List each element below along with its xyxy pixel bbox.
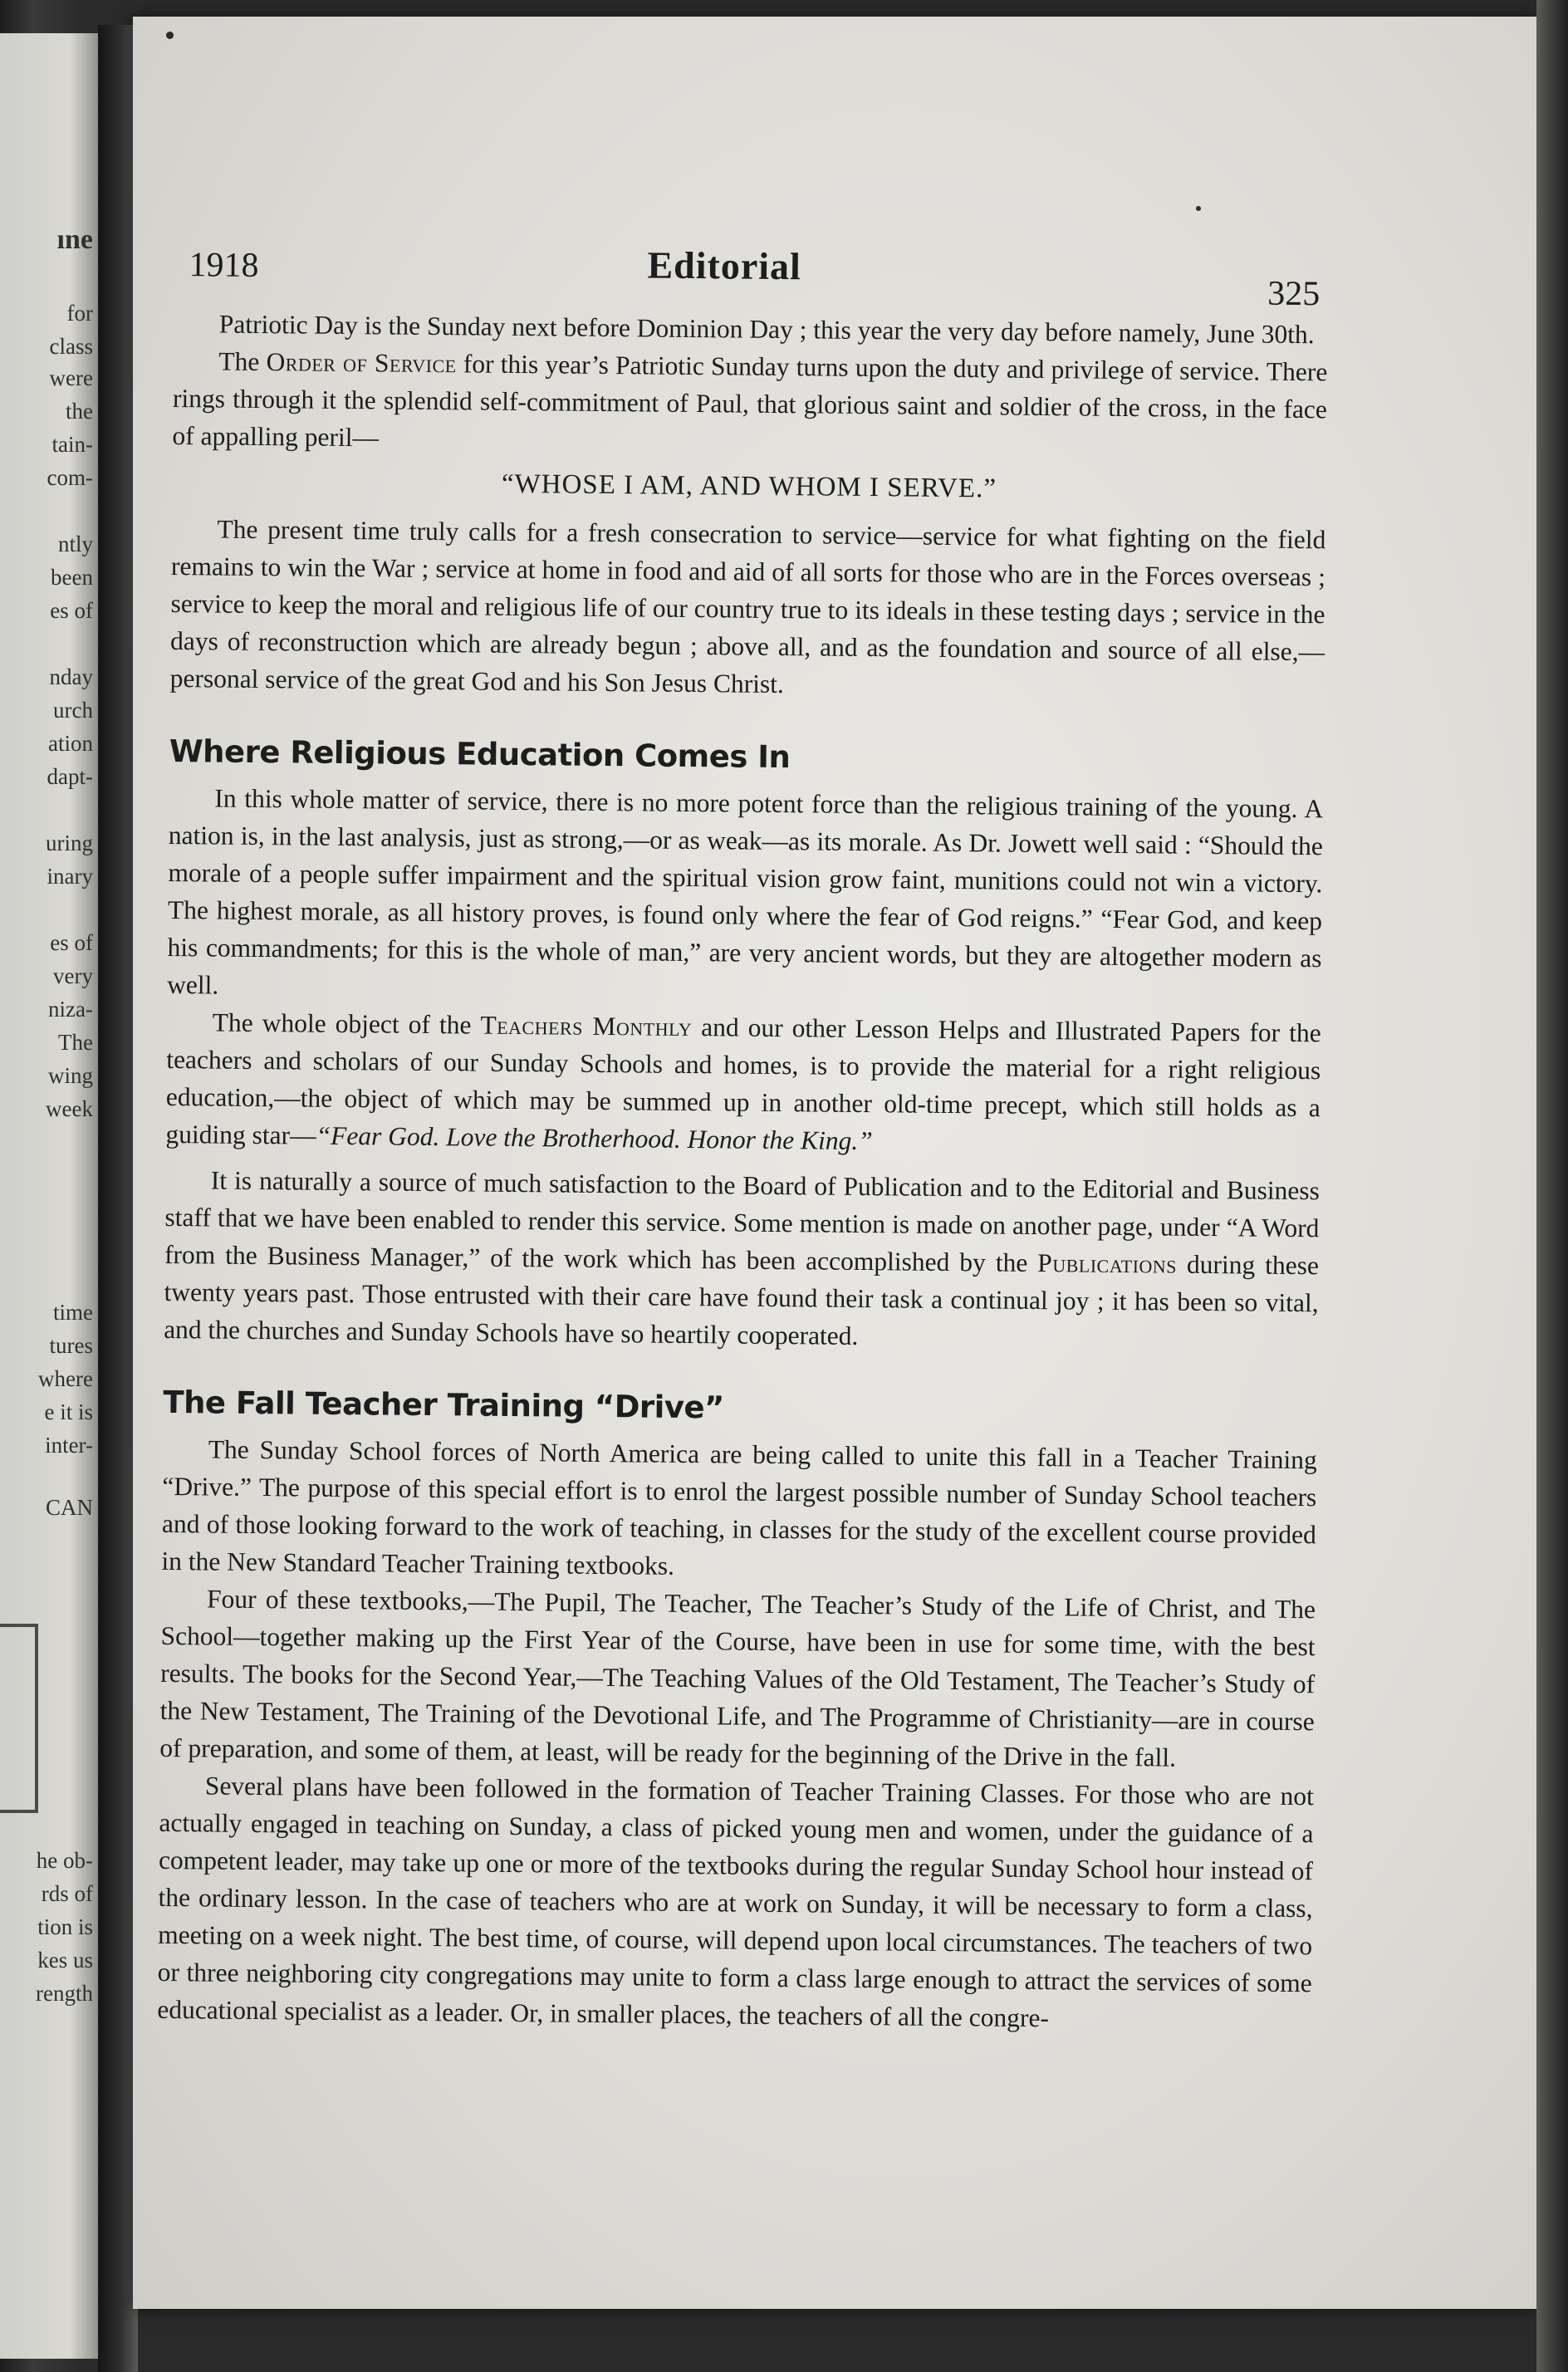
facing-page-word-fragment: tain-: [51, 432, 93, 457]
facing-page-word-fragment: he ob-: [36, 1848, 93, 1873]
running-head-title: Editorial: [647, 243, 802, 288]
section1-p3-before: It is naturally a source of much satisfaction to the Board of Publication and to the Editorial and Business staff that we have been enabled to render this service. Some mention is made on another page, under “A Word from the Business Manager,” of the work which has been accomplished by the: [164, 1165, 1321, 1278]
section1-p2-middle: and our other Lesson Helps and Illustrated Papers for the teachers and scholars of our Sunday Schools and homes, is to provide the material for a right religious education,—the object of which may be summed up in another old-time precept, which still holds as a guiding star—: [165, 1012, 1321, 1150]
facing-page-word-fragment: were: [49, 365, 93, 390]
section2-paragraph-1: The Sunday School forces of North America are being called to unite this fall in a Teacher Training “Drive.” The purpose of this special effort is to enrol the largest possible number of Sunday School teachers and of those looking forward to the work of teaching, in classes for the study of the excellent course provided in the New Standard Teacher Training textbooks.: [161, 1434, 1317, 1581]
facing-page-word-fragment: uring: [46, 831, 93, 855]
facing-page-word-fragment: rength: [36, 1981, 93, 2006]
facing-page-word-fragment: es of: [50, 930, 93, 955]
facing-page-word-fragment: wing: [48, 1063, 93, 1088]
facing-page-word-fragment: e it is: [44, 1399, 93, 1424]
facing-page-word-fragment: dapt-: [47, 764, 93, 789]
facing-page-word-fragment: for: [66, 301, 93, 326]
page-content: [157, 220, 1329, 2039]
facing-page-word-fragment: CAN: [45, 1495, 93, 1520]
book-gutter: [98, 25, 138, 2372]
facing-page-box-border: [0, 1624, 38, 1813]
guiding-star-quote: “Fear God. Love the Brotherhood. Honor the King.”: [316, 1120, 873, 1156]
facing-page-word-fragment: very: [53, 963, 93, 988]
intro-paragraph-1: Patriotic Day is the Sunday next before Dominion Day ; this year the very day before namely, June 30th.: [218, 309, 1315, 350]
section2-paragraph-2: Four of these textbooks,—The Pupil, The Teacher, The Teacher’s Study of the Life of Christ, and The School—together making up the First Year of the Course, have been in use for some time, with the best results. The books for the Second Year,—The Teaching Values of the Old Testament, The Teacher’s Study of the New Testament, The Training of the Devotional Life, and The Programme of Christianity—are in course of preparation, and some of them, at least, will be ready for the beginning of the Drive in the fall.: [159, 1584, 1316, 1772]
intro-p2-after: for this year’s Patriotic Sunday turns upon the duty and privilege of service. There rings through it the splendid self-commitment of Paul, that glorious saint and soldier of the cross, in the face of appalling peril—: [172, 349, 1328, 453]
intro-p2-before: The: [218, 346, 267, 377]
facing-page-word-fragment: The: [58, 1030, 93, 1055]
facing-page-word-fragment: ation: [48, 731, 93, 756]
intro-paragraph-2: [172, 342, 1327, 465]
facing-page-fragment: [0, 33, 100, 2359]
facing-page-word-fragment: the: [66, 399, 93, 424]
facing-page-word-fragment: com-: [47, 465, 93, 490]
facing-page-word-fragment: rds of: [41, 1881, 93, 1906]
facing-page-word-fragment: week: [46, 1096, 93, 1121]
page-header: [174, 220, 1329, 314]
facing-page-word-fragment: ntly: [57, 532, 93, 556]
facing-page-word-fragment: niza-: [48, 997, 93, 1022]
facing-page-word-fragment: tion is: [37, 1914, 93, 1939]
page-number: 325: [1267, 274, 1321, 314]
facing-page-word-fragment: kes us: [37, 1948, 93, 1973]
scan-right-edge: [1536, 0, 1568, 2372]
section1-paragraph-2: [165, 1003, 1321, 1164]
order-of-service-smallcaps: Order of Service: [266, 347, 457, 379]
motto: “WHOSE I AM, AND WHOM I SERVE.”: [501, 468, 997, 504]
dust-speck: [166, 32, 174, 39]
section1-paragraph-3: [164, 1161, 1320, 1359]
intro-paragraph-3: The present time truly calls for a fresh consecration to service—service for what fighting on the field remains to win the War ; service at home in food and aid of all sorts for those who are in the Forces overseas ; service to keep the moral and religious life of our country true to its ideals in these testing days ; service in the days of reconstruction which are already begun ; above all, and as the foundation and source of all else,—personal service of the great God and his Son Jesus Christ.: [169, 514, 1326, 699]
section1-paragraph-1: In this whole matter of service, there is no more potent force than the religious training of the young. A nation is, in the last analysis, just as strong,—or as weak—as its morale. As Dr. Jowett well said : “Should the morale of a people suffer impairment and the spiritual vision grow faint, munitions could not win a victory. The highest morale, as all history proves, is found only where the fear of God reigns.” “Fear God, and keep his commandments; for this is the whole of man,” are very ancient words, but they are altogether modern as well.: [166, 783, 1324, 1000]
facing-page-word-fragment: ıne: [56, 224, 93, 255]
section1-p2-before: The whole object of the: [212, 1007, 481, 1040]
facing-page-word-fragment: where: [38, 1366, 93, 1391]
facing-page-word-fragment: nday: [49, 664, 93, 689]
section-heading-religious-education: Where Religious Education Comes In: [169, 733, 791, 776]
running-year: 1918: [189, 246, 259, 285]
section2-paragraph-3: Several plans have been followed in the formation of Teacher Training Classes. For those who are not actually engaged in teaching on Sunday, a class of picked young men and women, under the guidance of a competent leader, may take up one or more of the textbooks during the regular Sunday School hour instead of the ordinary lesson. In the case of teachers who are at work on Sunday, it will be necessary to form a class, meeting on a week night. The best time, of course, will depend upon local circumstances. The teachers of two or three neighboring city congregations may unite to form a class large enough to attract the services of some educational specialist as a leader. Or, in smaller places, the teachers of all the congre-: [157, 1771, 1315, 2033]
dust-speck: [1196, 206, 1201, 211]
section1-p3-after: during these twenty years past. Those entrusted with their care have found their task a continual joy ; it has been so vital, and the churches and Sunday Schools have so heartily cooperated.: [164, 1249, 1320, 1350]
facing-page-word-fragment: urch: [53, 698, 93, 723]
main-page: [133, 17, 1536, 2309]
facing-page-word-fragment: been: [51, 565, 93, 590]
section-heading-teacher-training-drive: The Fall Teacher Training “Drive”: [163, 1384, 725, 1426]
publications-smallcaps: Publications: [1037, 1248, 1178, 1279]
facing-page-word-fragment: inter-: [45, 1433, 93, 1458]
facing-page-word-fragment: es of: [50, 598, 93, 623]
facing-page-word-fragment: class: [49, 334, 93, 359]
facing-page-word-fragment: time: [53, 1300, 93, 1325]
teachers-monthly-smallcaps: Teachers Monthly: [480, 1010, 693, 1042]
facing-page-word-fragment: tures: [49, 1333, 93, 1358]
facing-page-word-fragment: inary: [47, 864, 93, 889]
